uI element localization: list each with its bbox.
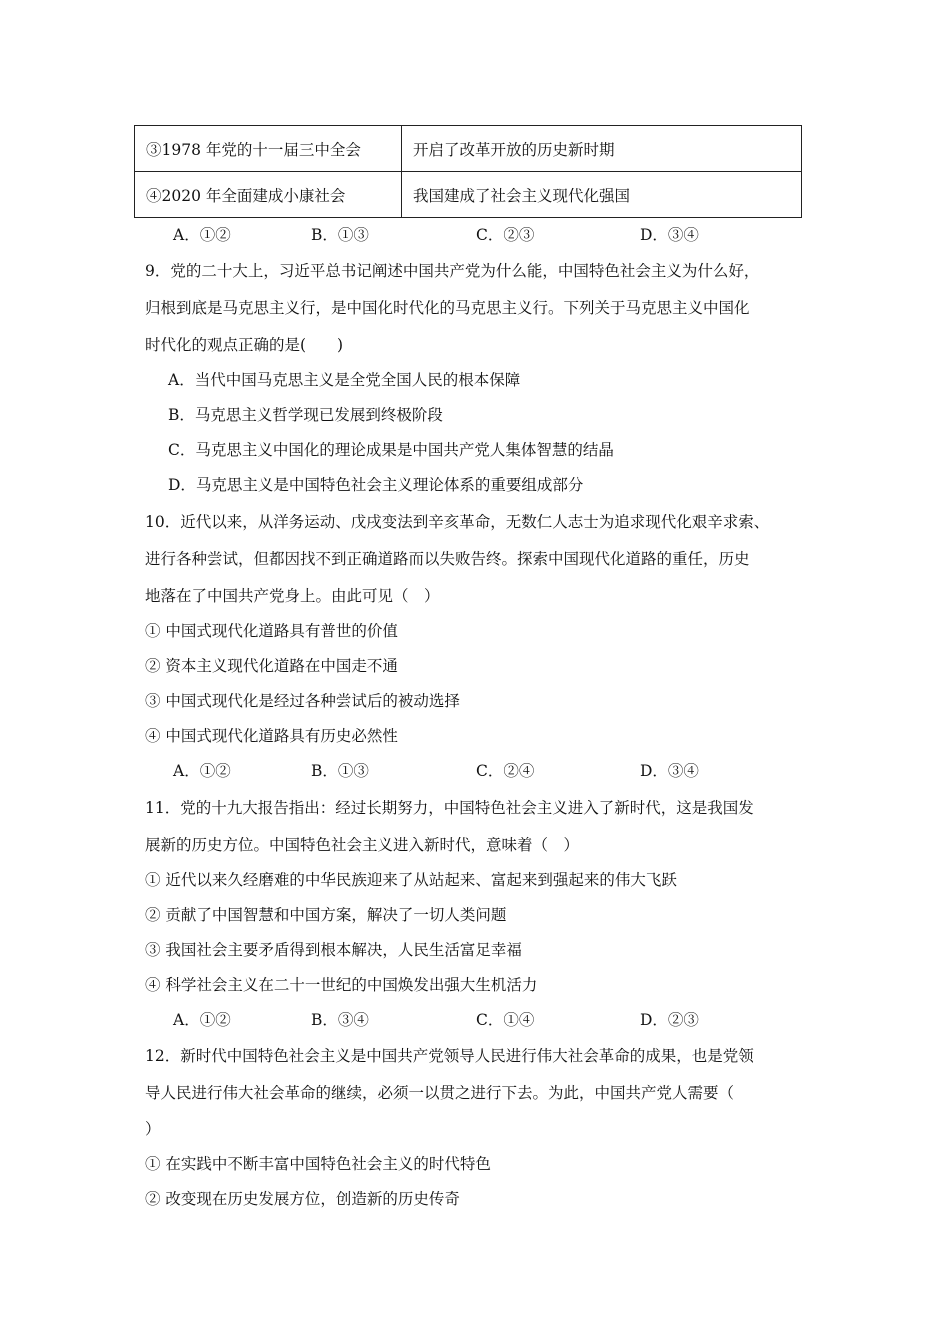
q11-option-b: B．③④: [311, 1011, 369, 1029]
q9-stem-line: 9．党的二十大上，习近平总书记阐述中国共产党为什么能，中国特色社会主义为什么好，: [145, 262, 760, 280]
q8-option-b: B．①③: [311, 226, 369, 244]
table-cell-event: ③1978 年党的十一届三中全会: [135, 126, 402, 172]
q12-item: ② 改变现在历史发展方位，创造新的历史传奇: [145, 1190, 460, 1208]
q10-item: ① 中国式现代化道路具有普世的价值: [145, 622, 398, 640]
q8-option-d: D．③④: [640, 226, 699, 244]
q10-stem-line: 地落在了中国共产党身上。由此可见（ ）: [145, 587, 440, 605]
q10-stem-line: 10．近代以来，从洋务运动、戊戌变法到辛亥革命，无数仁人志士为追求现代化艰辛求索、: [145, 513, 770, 531]
table-cell-significance: 我国建成了社会主义现代化强国: [402, 172, 802, 218]
q10-item: ④ 中国式现代化道路具有历史必然性: [145, 727, 398, 745]
q10-option-c: C．②④: [476, 762, 535, 780]
q12-stem-line: 12．新时代中国特色社会主义是中国共产党领导人民进行伟大社会革命的成果，也是党领: [145, 1047, 754, 1065]
q10-item: ③ 中国式现代化是经过各种尝试后的被动选择: [145, 692, 460, 710]
q9-stem-line: 时代化的观点正确的是( ): [145, 336, 344, 354]
events-table: [134, 125, 802, 218]
table-row: [135, 172, 802, 218]
q11-option-a: A．①②: [173, 1011, 231, 1029]
q9-option-d: D．马克思主义是中国特色社会主义理论体系的重要组成部分: [168, 476, 584, 494]
table-cell-event: ④2020 年全面建成小康社会: [135, 172, 402, 218]
q10-option-d: D．③④: [640, 762, 699, 780]
q11-option-d: D．②③: [640, 1011, 699, 1029]
q9-option-b: B．马克思主义哲学现已发展到终极阶段: [168, 406, 443, 424]
q12-stem-line: 导人民进行伟大社会革命的继续，必须一以贯之进行下去。为此，中国共产党人需要（: [145, 1084, 735, 1102]
table-cell-significance: 开启了改革开放的历史新时期: [402, 126, 802, 172]
q11-stem-line: 展新的历史方位。中国特色社会主义进入新时代，意味着（ ）: [145, 836, 580, 854]
q11-item: ① 近代以来久经磨难的中华民族迎来了从站起来、富起来到强起来的伟大飞跃: [145, 871, 677, 889]
q10-item: ② 资本主义现代化道路在中国走不通: [145, 657, 398, 675]
q11-item: ④ 科学社会主义在二十一世纪的中国焕发出强大生机活力: [145, 976, 538, 994]
q8-option-a: A．①②: [173, 226, 231, 244]
q9-option-c: C．马克思主义中国化的理论成果是中国共产党人集体智慧的结晶: [168, 441, 614, 459]
q11-option-c: C．①④: [476, 1011, 535, 1029]
q12-stem-line: ）: [145, 1120, 161, 1138]
q9-option-a: A．当代中国马克思主义是全党全国人民的根本保障: [168, 371, 521, 389]
q11-stem-line: 11．党的十九大报告指出：经过长期努力，中国特色社会主义进入了新时代，这是我国发: [145, 799, 754, 817]
q8-option-c: C．②③: [476, 226, 535, 244]
q10-option-a: A．①②: [173, 762, 231, 780]
q10-option-b: B．①③: [311, 762, 369, 780]
q11-item: ② 贡献了中国智慧和中国方案，解决了一切人类问题: [145, 906, 507, 924]
q9-stem-line: 归根到底是马克思主义行，是中国化时代化的马克思主义行。下列关于马克思主义中国化: [145, 299, 750, 317]
table-row: [135, 126, 802, 172]
q10-stem-line: 进行各种尝试，但都因找不到正确道路而以失败告终。探索中国现代化道路的重任，历史: [145, 550, 750, 568]
q11-item: ③ 我国社会主要矛盾得到根本解决，人民生活富足幸福: [145, 941, 522, 959]
q12-item: ① 在实践中不断丰富中国特色社会主义的时代特色: [145, 1155, 491, 1173]
